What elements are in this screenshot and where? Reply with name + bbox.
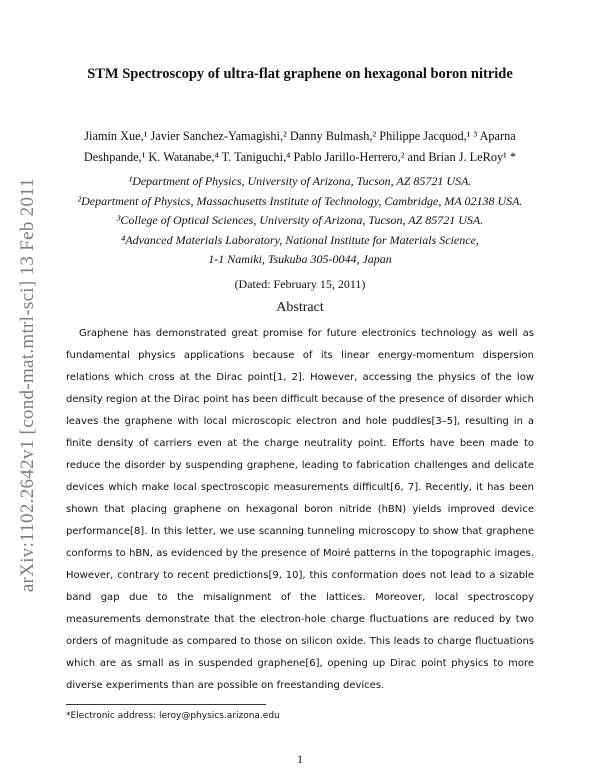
affiliation-4: ⁴Advanced Materials Laboratory, National Institute for Materials Science, [121, 232, 479, 247]
page-number: 1 [297, 752, 303, 766]
affiliations [60, 172, 540, 270]
footnote-divider [66, 704, 266, 705]
affiliation-4-address: 1-1 Namiki, Tsukuba 305-0044, Japan [208, 252, 392, 266]
paper-title: STM Spectroscopy of ultra-flat graphene on hexagonal boron nitride [87, 66, 513, 82]
affiliation-3: ³College of Optical Sciences, University of Arizona, Tucson, AZ 85721 USA. [116, 213, 484, 227]
author-list: Jiamin Xue,¹ Javier Sanchez-Yamagishi,² Danny Bulmash,² Philippe Jacquod,¹ ³ Aparna Deshpande,¹ K. Watanabe,⁴ T. Taniguchi,⁴ Pablo Jarillo-Herrero,² and Brian J. LeRoy¹ * [83, 129, 517, 164]
abstract-heading: Abstract [276, 300, 324, 315]
arxiv-identifier-text: arXiv:1102.2642v1 [cond-mat.mtrl-sci] 13 Feb 2011 [17, 177, 38, 593]
footnote-email: *Electronic address: leroy@physics.arizona.edu [66, 711, 280, 721]
arxiv-identifier-stamp [12, 155, 44, 615]
abstract-body: Graphene has demonstrated great promise for future electronics technology as well as fundamental physics applications because of its linear energy-momentum dispersion relations which cross at the Dirac point[1, 2]. However, accessing the physics of the low density region at the Dirac point has been difficult because of the presence of disorder which leaves the graphene with local microscopic electron and hole puddles[3–5], resulting in a finite density of carriers even at the charge neutrality point. Efforts have been made to reduce the disorder by suspending graphene, leading to fabrication challenges and delicate devices which make local spectroscopic measurements difficult[6, 7]. Recently, it has been shown that placing graphene on hexagonal boron nitride (hBN) yields improved device performance[8]. In this letter, we use scanning tunneling microscopy to show that graphene conforms to hBN, as evidenced by the presence of Moiré patterns in the topographic images. However, contrary to recent predictions[9, 10], this conformation does not lead to a sizable band gap due to the misalignment of the lattices. Moreover, local spectroscopy measurements demonstrate that the electron-hole charge fluctuations are reduced by two orders of magnitude as compared to those on silicon oxide. This leads to charge fluctuations which are as small as in suspended graphene[6], opening up Dirac point physics to more diverse experiments than are possible on freestanding devices. [66, 328, 534, 691]
affiliation-1: ¹Department of Physics, University of Arizona, Tucson, AZ 85721 USA. [128, 174, 472, 188]
dated-line: (Dated: February 15, 2011) [234, 277, 366, 291]
affiliation-2: ²Department of Physics, Massachusetts Institute of Technology, Cambridge, MA 02138 USA. [77, 193, 523, 208]
